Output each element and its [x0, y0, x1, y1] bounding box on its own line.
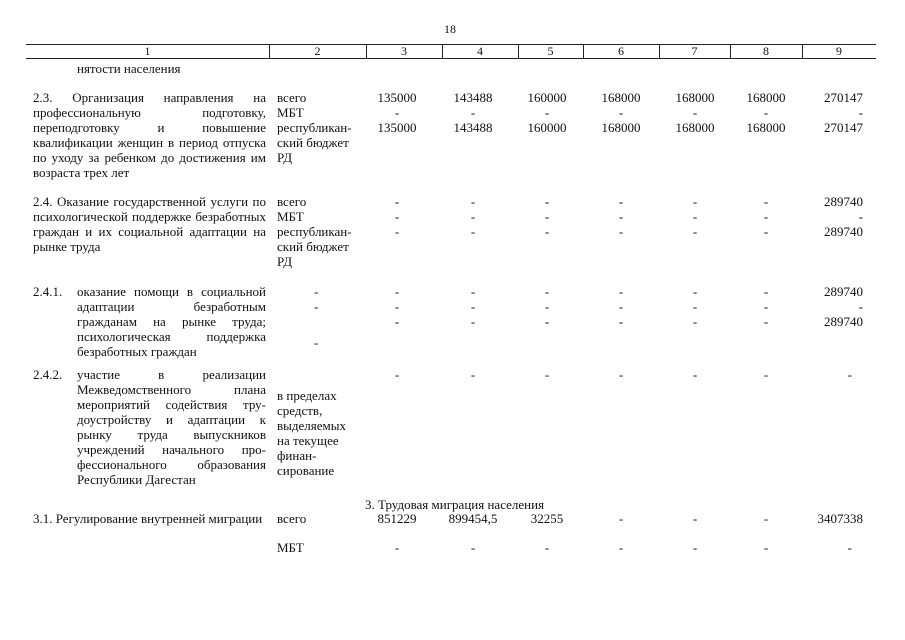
value-cell: -: [763, 194, 769, 209]
continued-text: нятости населения: [77, 61, 181, 76]
value-cell: -: [692, 105, 698, 120]
value-cell: -: [544, 540, 550, 555]
value-cell: -: [763, 540, 769, 555]
row-title-line: переподготовку и повышение: [33, 120, 266, 135]
value-cell: -: [618, 540, 624, 555]
value-cell: -: [618, 194, 624, 209]
value-cell: -: [847, 540, 852, 555]
value-cell: -: [858, 209, 863, 224]
value-cell: 168000: [601, 120, 641, 135]
value-cell: -: [692, 224, 698, 239]
source-label: выделяемых: [277, 418, 346, 433]
header-cell: 4: [477, 44, 483, 58]
value-cell: -: [394, 105, 400, 120]
source-label: -: [314, 299, 319, 314]
value-cell: -: [394, 299, 400, 314]
value-cell: 168000: [675, 90, 715, 105]
row-title-line: безработных граждан: [77, 344, 197, 359]
row-title-line: 3.1. Регулирование внутренней миграции: [33, 511, 263, 526]
value-cell: -: [470, 367, 476, 382]
row-title-line: учреждений начального про-: [77, 442, 266, 457]
value-cell: 168000: [746, 90, 786, 105]
value-cell: -: [618, 299, 624, 314]
value-cell: -: [394, 194, 400, 209]
header-cell: 6: [618, 44, 624, 58]
value-cell: -: [544, 284, 550, 299]
row-title-line: доустройству и адаптации к: [77, 412, 266, 427]
value-cell: -: [618, 314, 624, 329]
source-label: ский бюджет: [277, 239, 349, 254]
header-cell: 2: [314, 44, 321, 58]
row-title-line: гражданам на рынке труда;: [77, 314, 266, 329]
value-cell: 289740: [824, 194, 863, 209]
value-cell: -: [692, 540, 698, 555]
value-cell: 160000: [527, 90, 567, 105]
value-cell: -: [763, 367, 769, 382]
value-cell: -: [618, 367, 624, 382]
row-title-line: психологическая поддержка: [77, 329, 266, 344]
value-cell: -: [858, 299, 863, 314]
row-title-line: мероприятий содействия тру-: [77, 397, 266, 412]
value-cell: 3407338: [817, 511, 863, 526]
value-cell: -: [394, 284, 400, 299]
value-cell: -: [692, 511, 698, 526]
value-cell: 168000: [601, 90, 641, 105]
value-cell: 270147: [824, 90, 863, 105]
row-title-line: профессиональную подготовку,: [33, 105, 266, 120]
source-label: -: [314, 335, 319, 350]
row-title-line: фессионального образования: [77, 457, 266, 472]
row-number: 2.4.2.: [33, 367, 63, 382]
value-cell: -: [470, 284, 476, 299]
value-cell: -: [692, 314, 698, 329]
source-label: средств,: [277, 403, 323, 418]
value-cell: 899454,5: [448, 511, 498, 526]
value-cell: -: [394, 314, 400, 329]
value-cell: -: [692, 299, 698, 314]
value-cell: -: [394, 224, 400, 239]
table-header: [26, 44, 876, 59]
value-cell: 160000: [527, 120, 567, 135]
header-cell: 3: [401, 44, 407, 58]
header-cell: 7: [691, 44, 698, 58]
source-label: всего: [277, 90, 307, 105]
value-cell: -: [763, 511, 769, 526]
source-label: -: [314, 284, 319, 299]
value-cell: -: [618, 224, 624, 239]
source-label: на текущее: [277, 433, 339, 448]
source-label: сирование: [277, 463, 335, 478]
row-title-line: участие в реализации: [77, 367, 266, 382]
value-cell: -: [763, 299, 769, 314]
row-title-line: рынку труда выпускников: [77, 427, 266, 442]
source-label: МБТ: [277, 540, 304, 555]
row-title-line: оказание помощи в социальной: [77, 284, 266, 299]
value-cell: -: [470, 194, 476, 209]
value-cell: -: [544, 194, 550, 209]
value-cell: -: [763, 224, 769, 239]
row-title-line: Республики Дагестан: [77, 472, 196, 487]
value-cell: -: [618, 284, 624, 299]
row-title-line: рынке труда: [33, 239, 101, 254]
value-cell: -: [692, 209, 698, 224]
row-title-line: граждан и их социальной адаптации на: [33, 224, 266, 239]
value-cell: 168000: [746, 120, 786, 135]
value-cell: 851229: [377, 511, 417, 526]
value-cell: -: [544, 314, 550, 329]
value-cell: -: [394, 367, 400, 382]
source-label: всего: [277, 511, 307, 526]
row-title-line: 2.4. Оказание государственной услуги по: [33, 194, 266, 209]
row-title-line: возраста трех лет: [33, 165, 130, 180]
value-cell: -: [470, 540, 476, 555]
source-label: всего: [277, 194, 307, 209]
source-label: МБТ: [277, 209, 304, 224]
header-cell: 9: [836, 44, 842, 58]
row-title-line: квалификации женщин в период отпуска: [33, 135, 266, 150]
value-cell: -: [394, 540, 400, 555]
row-number: 2.4.1.: [33, 284, 63, 299]
source-label: республикан-: [277, 120, 352, 135]
value-cell: 289740: [824, 284, 863, 299]
value-cell: -: [470, 224, 476, 239]
value-cell: -: [618, 511, 624, 526]
value-cell: -: [470, 314, 476, 329]
source-label: в пределах: [277, 388, 337, 403]
value-cell: -: [544, 209, 550, 224]
value-cell: -: [847, 367, 852, 382]
value-cell: 289740: [824, 224, 863, 239]
source-label: РД: [277, 254, 293, 269]
page-number: 18: [444, 22, 456, 36]
value-cell: 135000: [377, 90, 417, 105]
row-title-line: 2.3. Организация направления на: [33, 90, 266, 105]
value-cell: -: [763, 284, 769, 299]
value-cell: -: [692, 367, 698, 382]
source-label: РД: [277, 150, 293, 165]
value-cell: -: [544, 105, 550, 120]
value-cell: -: [544, 367, 550, 382]
value-cell: -: [470, 105, 476, 120]
source-label: республикан-: [277, 224, 352, 239]
section-heading: 3. Трудовая миграция населения: [365, 497, 545, 512]
value-cell: -: [858, 105, 863, 120]
value-cell: -: [470, 209, 476, 224]
value-cell: 143488: [453, 120, 493, 135]
value-cell: -: [763, 209, 769, 224]
header-cell: 1: [144, 44, 151, 58]
header-cell: 5: [547, 44, 554, 58]
value-cell: -: [394, 209, 400, 224]
row-title-line: Межведомственного плана: [77, 382, 266, 397]
value-cell: -: [544, 224, 550, 239]
value-cell: -: [763, 314, 769, 329]
row-title-line: по уходу за ребенком до достижения им: [33, 150, 266, 165]
value-cell: 135000: [377, 120, 417, 135]
value-cell: 143488: [453, 90, 493, 105]
source-label: МБТ: [277, 105, 304, 120]
row-title-line: психологической поддержке безработных: [33, 209, 266, 224]
value-cell: -: [618, 209, 624, 224]
value-cell: -: [763, 105, 769, 120]
source-label: финан-: [277, 448, 317, 463]
value-cell: 289740: [824, 314, 863, 329]
value-cell: -: [544, 299, 550, 314]
header-cell: 8: [763, 44, 769, 58]
value-cell: -: [692, 284, 698, 299]
value-cell: -: [618, 105, 624, 120]
value-cell: 270147: [824, 120, 863, 135]
value-cell: 32255: [530, 511, 564, 526]
row-title-line: адаптации безработным: [77, 299, 266, 314]
value-cell: -: [692, 194, 698, 209]
value-cell: 168000: [675, 120, 715, 135]
source-label: ский бюджет: [277, 135, 349, 150]
value-cell: -: [470, 299, 476, 314]
